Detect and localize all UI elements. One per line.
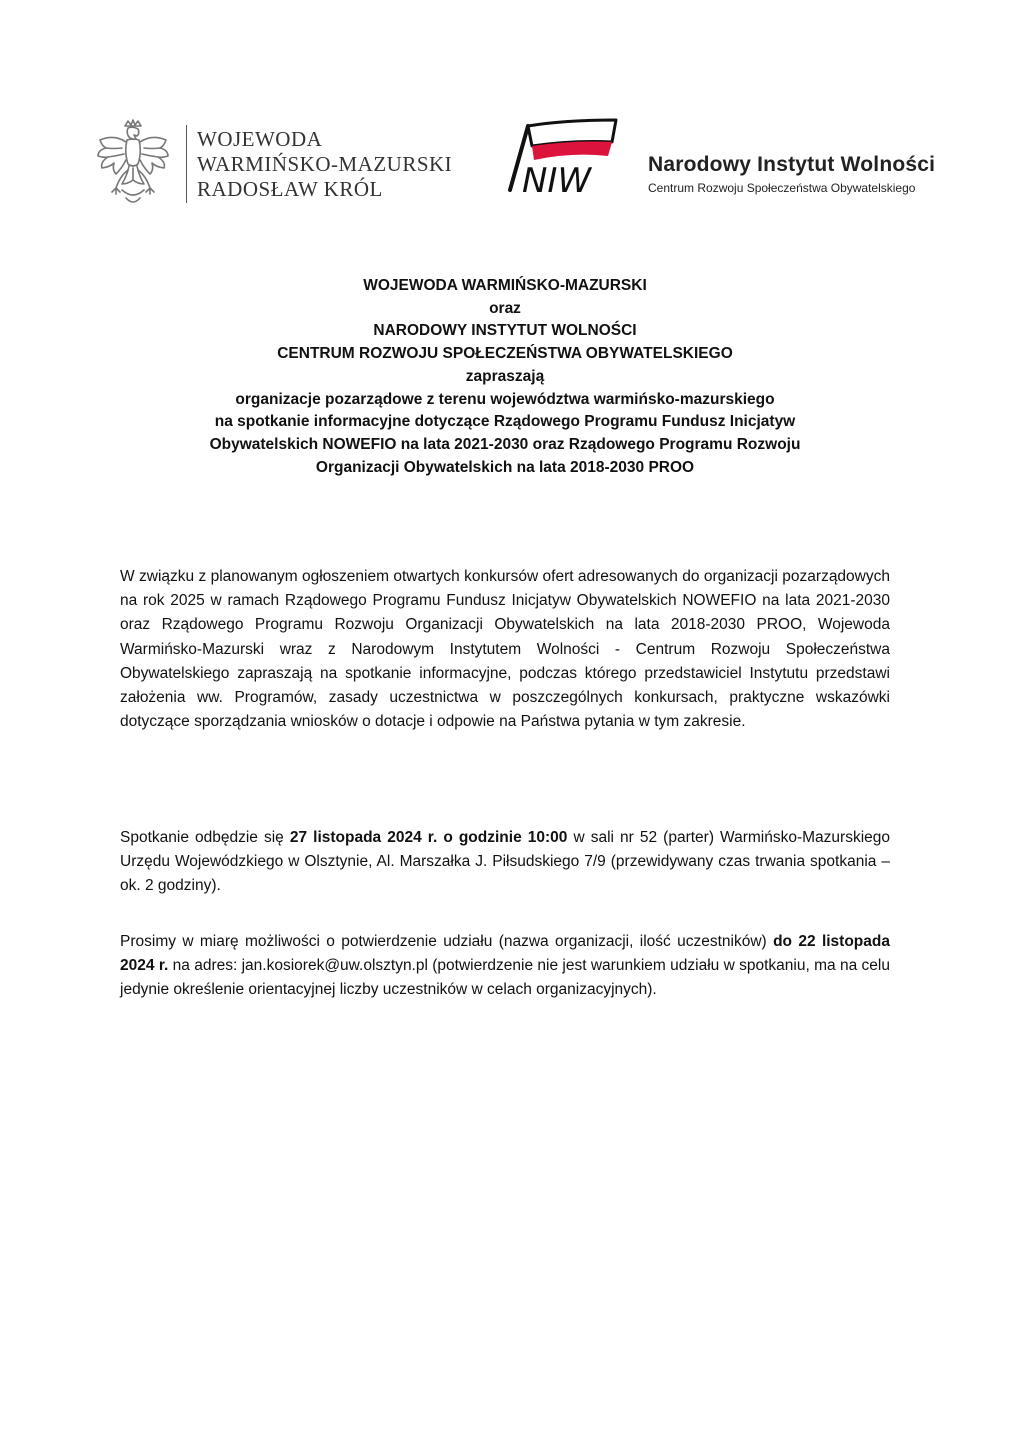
niw-wordmark xyxy=(648,153,935,196)
body-paragraph-rsvp xyxy=(120,930,890,1003)
eagle-emblem-icon xyxy=(92,118,174,210)
wojewoda-line-2: WARMIŃSKO-MAZURSKI xyxy=(197,151,453,176)
paragraph-text xyxy=(120,826,890,899)
heading-line: oraz xyxy=(489,299,521,317)
heading-line: Organizacji Obywatelskich na lata 2018-2030 PROO xyxy=(315,458,695,476)
niw-title: Narodowy Instytut Wolności xyxy=(648,153,936,176)
niw-logo-icon xyxy=(504,116,624,200)
heading-line: na spotkanie informacyjne dotyczące Rządowego Programu Fundusz Inicjatyw xyxy=(214,413,796,431)
meeting-date-time: 27 listopada 2024 r. o godzinie 10:00 xyxy=(289,829,568,846)
heading-line: CENTRUM ROZWOJU SPOŁECZEŃSTWA OBYWATELSKIEGO xyxy=(277,345,733,363)
heading-line: WOJEWODA WARMIŃSKO-MAZURSKI xyxy=(363,277,647,294)
invitation-heading xyxy=(120,275,890,479)
paragraph-text-before: Spotkanie odbędzie się xyxy=(120,829,290,846)
wojewoda-wordmark xyxy=(197,127,452,202)
heading-line: zapraszają xyxy=(465,367,545,385)
paragraph-text-after: w sali nr 52 (parter) Warmińsko-Mazurskiego Urzędu Wojewódzkiego w Olsztynie, Al. Marszałka J. Piłsudskiego 7/9 (przewidywany czas trwania spotkania – ok. 2 godziny). xyxy=(120,829,890,895)
heading-line: NARODOWY INSTYTUT WOLNOŚCI xyxy=(373,322,637,340)
body-paragraph-intro xyxy=(120,565,890,734)
wojewoda-line-3: RADOSŁAW KRÓL xyxy=(197,176,383,201)
niw-subtitle: Centrum Rozwoju Społeczeństwa Obywatelskiego xyxy=(648,181,916,195)
rsvp-deadline: do 22 listopada 2024 r. xyxy=(120,933,890,975)
logo-divider xyxy=(186,125,187,203)
wojewoda-logo xyxy=(92,118,462,210)
paragraph-text: W związku z planowanym ogłoszeniem otwartych konkursów ofert adresowanych do organizacji pozarządowych na rok 2025 w ramach Rządowego Programu Fundusz Inicjatyw Obywatelskich NOWEFIO na lata 2021-2030 oraz Rządowego Programu Rozwoju Organizacji Obywatelskich na lata 2018-2030 PROO, Wojewoda Warmińsko-Mazurski wraz z Narodowym Instytutem Wolności - Centrum Rozwoju Społeczeństwa Obywatelskiego zapraszają na spotkanie informacyjne, podczas którego przedstawiciel Instytutu przedstawi założenia ww. Programów, zasady uczestnictwa w poszczególnych konkursach, praktyczne wskazówki dotyczące sporządzania wniosków o dotacje i odpowie na Państwa pytania w tym zakresie. xyxy=(120,568,890,731)
wojewoda-line-1: WOJEWODA xyxy=(197,126,323,151)
niw-logo-mark: NIW xyxy=(522,161,592,200)
paragraph-text xyxy=(120,930,890,1003)
paragraph-text-after: na adres: jan.kosiorek@uw.olsztyn.pl (potwierdzenie nie jest warunkiem udziału w spotkaniu, ma na celu jedynie określenie orientacyjnej liczby uczestników w celach organizacyjnych). xyxy=(120,957,890,999)
body-paragraph-meeting xyxy=(120,826,890,899)
heading-line: Obywatelskich NOWEFIO na lata 2021-2030 oraz Rządowego Programu Rozwoju xyxy=(209,435,801,453)
heading-line: organizacje pozarządowe z terenu województwa warmińsko-mazurskiego xyxy=(235,390,775,408)
paragraph-text-before: Prosimy w miarę możliwości o potwierdzenie udziału (nazwa organizacji, ilość uczestników) xyxy=(120,933,774,950)
